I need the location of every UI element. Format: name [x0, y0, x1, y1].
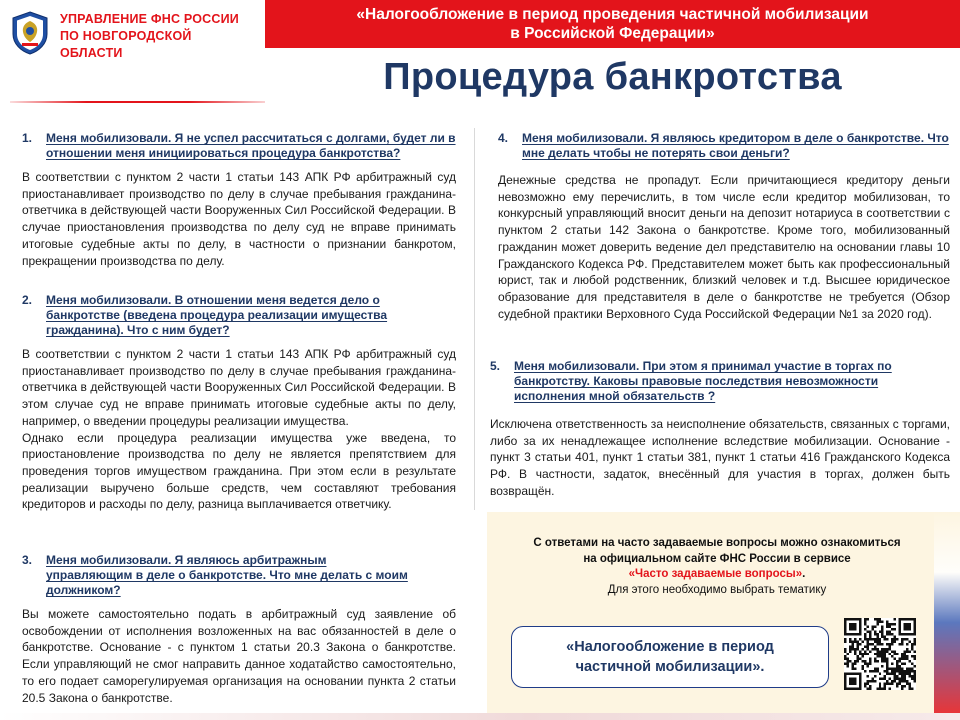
answer-1 [22, 169, 456, 269]
answer-paragraph: Исключена ответственность за неисполнение обязательств, связанных с торгами, либо за их ненадлежащее исполнение вследствие мобилизации. Основание - пункт 3 статьи 401, пункт 1 статьи 381, пункт 1 статьи 416 Гражданского Кодекса РФ. В частности, задаток, внесённый для участия в торгах, должен быть возвращён. [490, 417, 950, 498]
answer-4 [498, 172, 950, 322]
question-number: 4. [498, 131, 509, 145]
faq-service-link[interactable]: «Часто задаваемые вопросы» [628, 568, 803, 580]
link-tail: . [802, 568, 806, 580]
answer-paragraph: Денежные средства не пропадут. Если причитающиеся кредитору деньги невозможно ему перечислить, в том числе если кредитор мобилизован, то конкурсный управляющий вносит деньги на депозит нотариуса в соответствии с пунктом 2 статьи 142 Закона о банкротстве. Кроме того, мобилизованный гражданин может доверить ведение дел представителю на основании главы 10 Гражданского Кодекса РФ. Представителем может быть как профессиональный юрист, так и любой родственник, близкий человек и т.д. Высшее юридическое образование для представителя в деле о банкротстве не требуется (Обзор судебной практики Верховного Суда Российской Федерации №1 за 2020 год). [498, 173, 950, 321]
info-line-3 [497, 567, 937, 583]
question-number: 3. [22, 553, 33, 567]
org-line-3: ОБЛАСТИ [60, 46, 123, 60]
page-title: Процедура банкротства [383, 56, 842, 98]
faq-info-panel [487, 512, 960, 713]
answer-paragraph: Однако если процедура реализации имущества уже введена, то приостановление производства по делу не является препятствием для проведения торгов имуществом гражданина. При этом если в результате реализации выручено больше средств, чем составляют требования кредиторов и расходы по делу, разница выплачивается ответчику. [22, 430, 456, 512]
fns-emblem-icon [10, 10, 50, 56]
qa-item-2 [22, 293, 456, 513]
qr-code-icon[interactable] [844, 618, 916, 690]
answer-2 [22, 346, 456, 513]
question-text[interactable]: Меня мобилизовали. При этом я принимал участие в торгах по банкротству. Каковы правовые последствия невозможности исполнения мной обязательств ? [514, 359, 892, 403]
flag-decoration [934, 512, 960, 713]
topic-banner [265, 0, 960, 48]
question-5[interactable] [490, 359, 950, 404]
info-line-2: на официальном сайте ФНС России в сервисе [583, 552, 851, 565]
question-1[interactable] [22, 131, 456, 161]
question-number: 1. [22, 131, 33, 145]
qa-item-4 [498, 131, 950, 322]
header-divider [10, 101, 265, 103]
question-3[interactable] [22, 553, 456, 598]
qa-item-1 [22, 131, 456, 269]
bottom-decoration [0, 713, 960, 720]
faq-info-text [497, 536, 937, 598]
question-number: 2. [22, 293, 33, 307]
info-line-1: С ответами на часто задаваемые вопросы можно ознакомиться [533, 537, 901, 549]
banner-line-2: в Российской Федерации» [510, 25, 715, 42]
question-text[interactable]: Меня мобилизовали. Я не успел рассчитаться с долгами, будет ли в отношении меня инициироваться процедура банкротства? [46, 131, 456, 160]
answer-3 [22, 606, 456, 706]
qa-item-5 [490, 359, 950, 500]
question-number: 5. [490, 359, 501, 373]
question-text[interactable]: Меня мобилизовали. Я являюсь арбитражным управляющим в деле о банкротстве. Что мне делать с моим должником? [46, 553, 408, 597]
answer-paragraph: В соответствии с пунктом 2 части 1 статьи 143 АПК РФ арбитражный суд приостанавливает производство по делу в случае пребывания гражданина-ответчика в действующей части Вооруженных Сил Российской Федерации. В случае приостановления производства по делу суд не вправе принимать итоговые судебные акты по делу, в частности о признании банкротом, прекращении производства по делу. [22, 170, 456, 268]
question-2[interactable] [22, 293, 456, 338]
org-line-2: ПО НОВГОРОДСКОЙ [60, 29, 192, 43]
question-text[interactable]: Меня мобилизовали. Я являюсь кредитором в деле о банкротстве. Что мне делать чтобы не потерять свои деньги? [522, 131, 949, 160]
column-divider [474, 128, 475, 510]
organization-name [60, 11, 260, 62]
answer-paragraph: Вы можете самостоятельно подать в арбитражный суд заявление об освобождении от исполнения возложенных на вас обязанностей в деле о банкротстве. Основание - с пунктом 1 статьи 20.3 Закона о банкротстве. Если управляющий не смог направить данное ходатайство самостоятельно, то его подает саморегулируемая организация на основании пункта 2 статьи 20.5 Закона о банкротстве. [22, 607, 456, 705]
question-text[interactable]: Меня мобилизовали. В отношении меня ведется дело о банкротстве (введена процедура реализации имущества гражданина). Что с ним будет? [46, 293, 388, 337]
org-line-1: УПРАВЛЕНИЕ ФНС РОССИИ [60, 12, 239, 26]
qa-item-3 [22, 553, 456, 706]
banner-line-1: «Налогообложение в период проведения частичной мобилизации [356, 6, 869, 23]
answer-5 [490, 416, 950, 500]
question-4[interactable] [498, 131, 950, 161]
topic-box: «Налогообложение в период частичной мобилизации». [511, 626, 829, 688]
info-line-4: Для этого необходимо выбрать тематику [607, 583, 827, 596]
answer-paragraph: В соответствии с пунктом 2 части 1 статьи 143 АПК РФ арбитражный суд приостанавливает производство по делу в случае пребывания гражданина-ответчика в действующей части Вооруженных Сил Российской Федерации. В этом случае суд не вправе принимать итоговые судебные акты по делу, например, о введении процедуры реализации имущества. [22, 347, 456, 428]
header-left [0, 0, 265, 105]
